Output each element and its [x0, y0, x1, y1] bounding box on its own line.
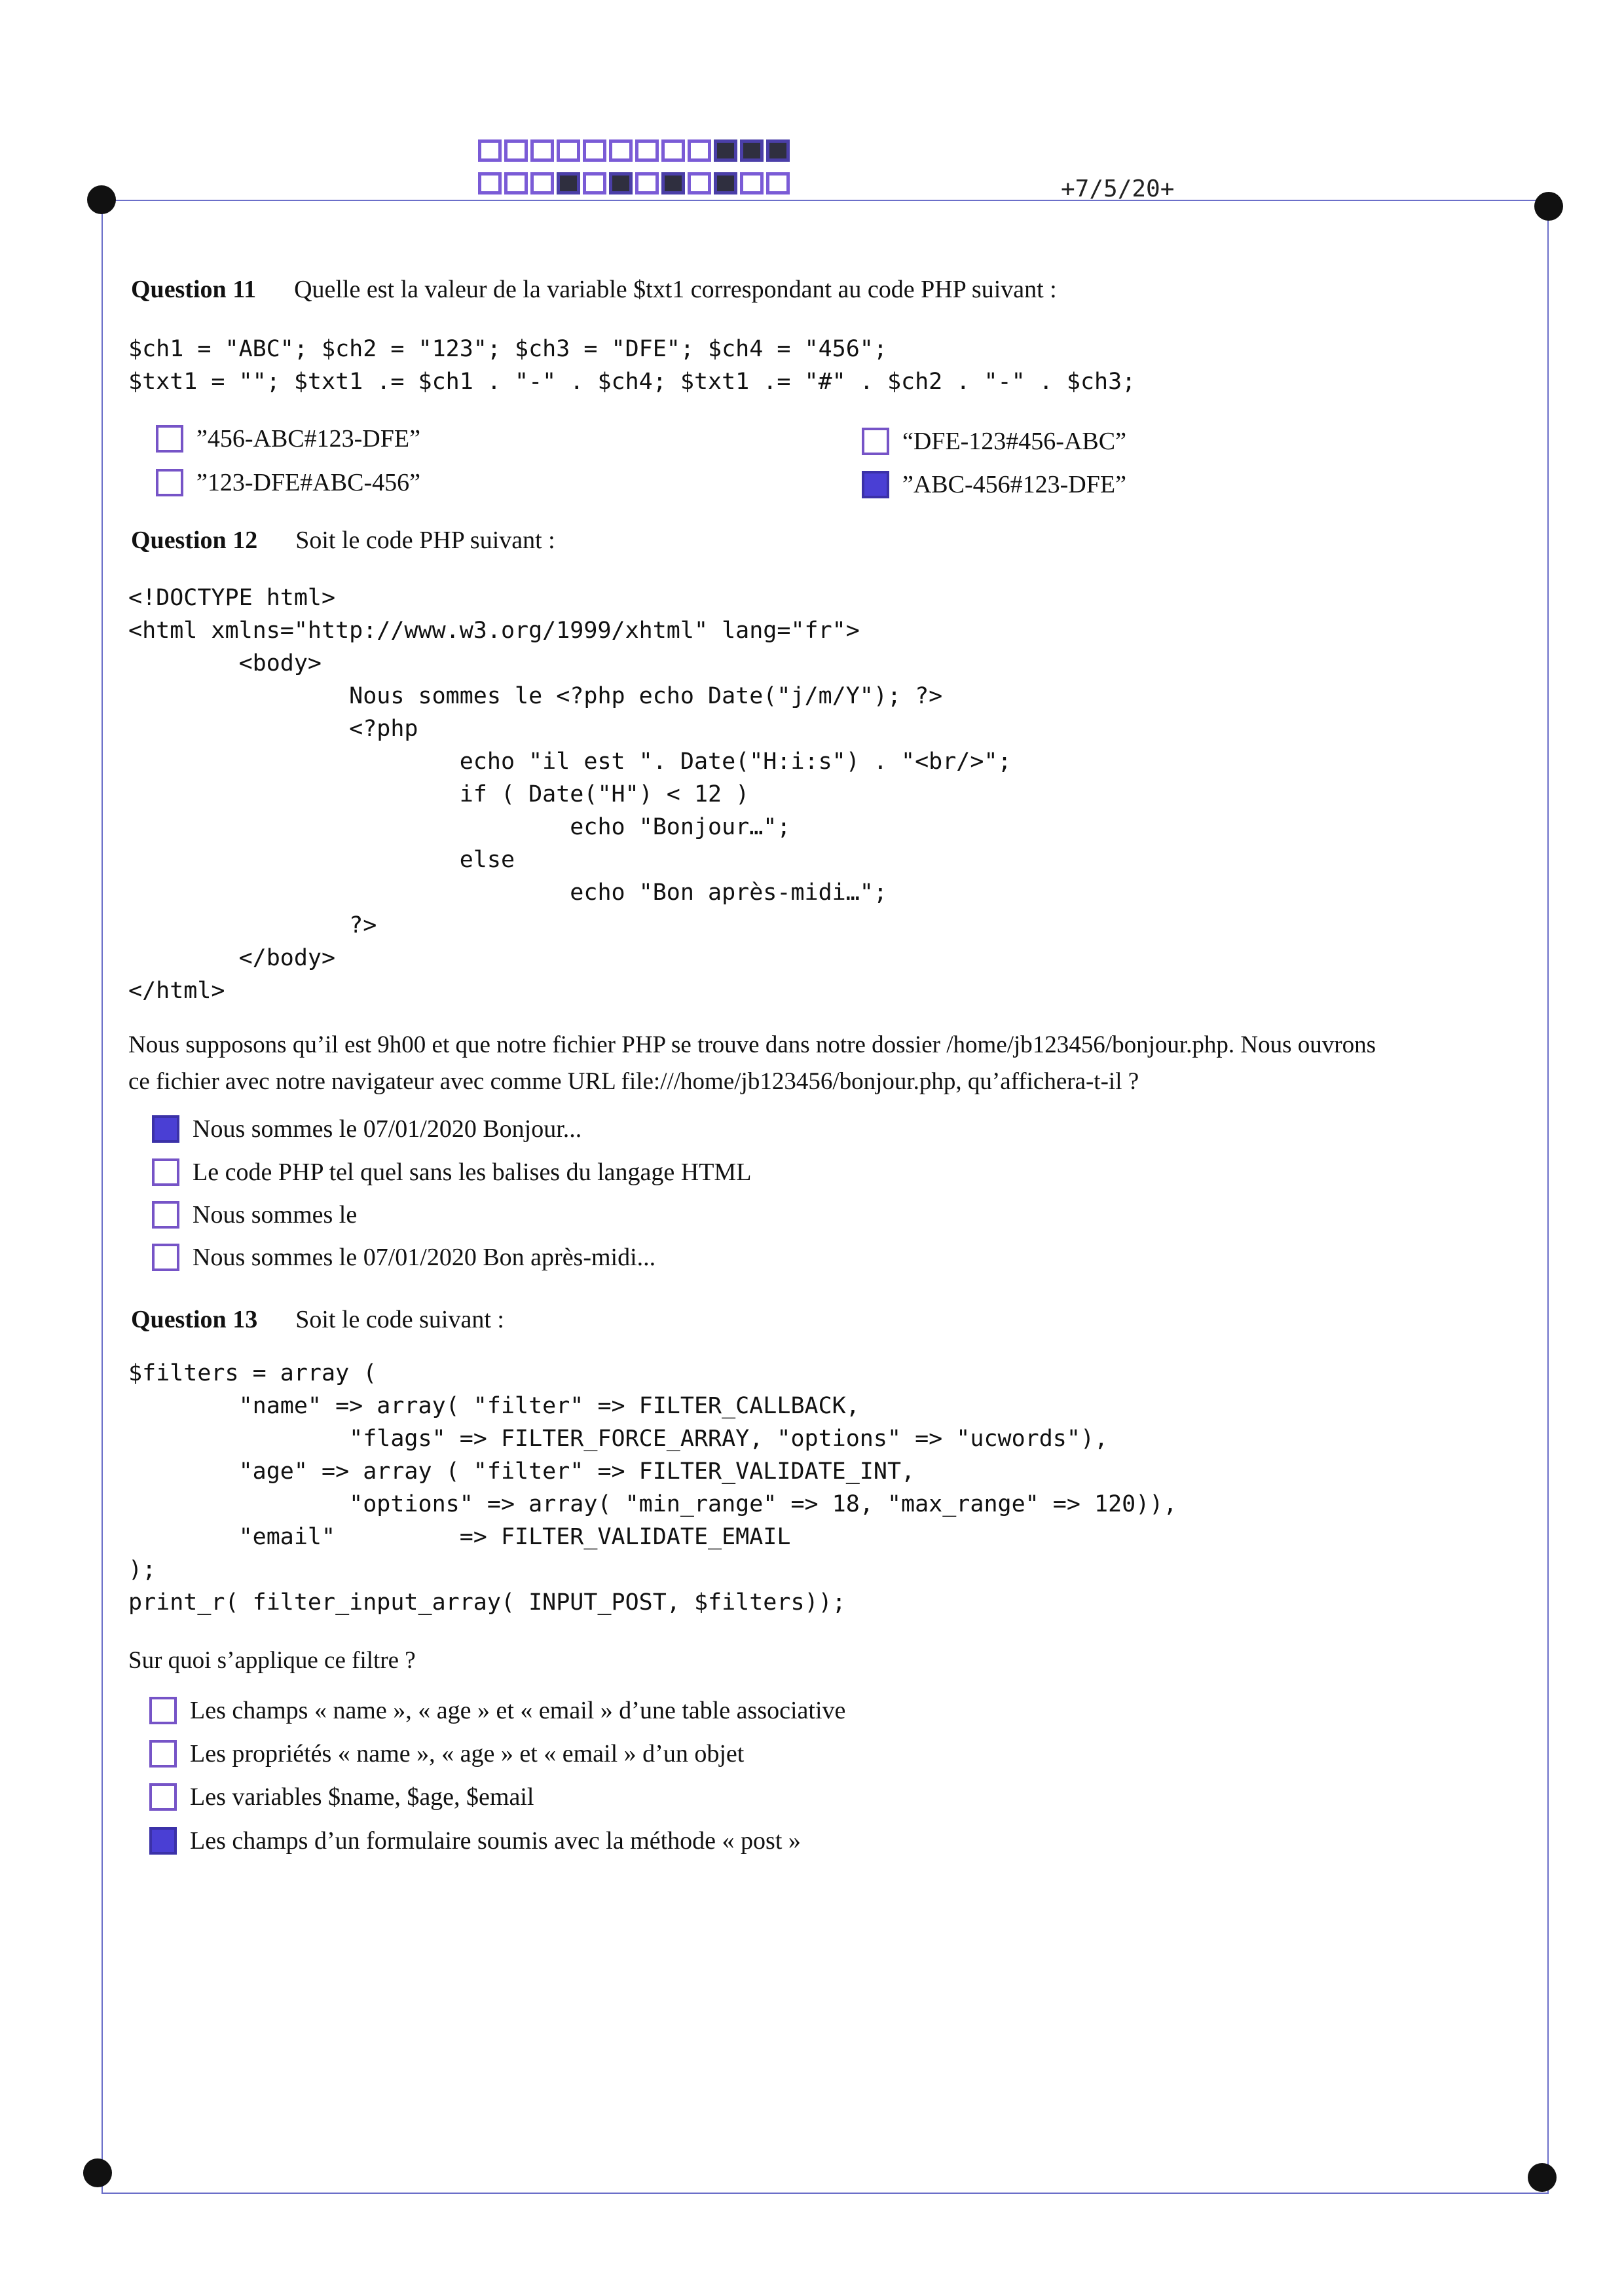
- barcode-cell: [557, 139, 580, 162]
- barcode-cell: [583, 139, 606, 162]
- barcode-cell: [766, 139, 790, 162]
- q13-option-3[interactable]: [149, 1783, 534, 1811]
- checkbox-checked[interactable]: [862, 471, 889, 498]
- question-prompt: Quelle est la valeur de la variable $txt1 correspondant au code PHP suivant :: [294, 276, 1057, 303]
- option-label: “DFE-123#456-ABC”: [902, 428, 1126, 455]
- question-prompt: Soit le code suivant :: [295, 1306, 504, 1333]
- q13-option-2[interactable]: [149, 1739, 744, 1768]
- barcode-cell: [530, 172, 554, 194]
- barcode-cell: [766, 172, 790, 194]
- option-label: Les propriétés « name », « age » et « email » d’un objet: [190, 1740, 745, 1768]
- q13-question: Sur quoi s’applique ce filtre ?: [128, 1647, 416, 1674]
- barcode-cell: [635, 139, 659, 162]
- option-label: ”ABC-456#123-DFE”: [902, 471, 1126, 498]
- barcode-cell: [661, 139, 685, 162]
- barcode-row-top: [478, 139, 790, 162]
- question-number: Question 13: [131, 1306, 258, 1333]
- barcode-cell: [478, 172, 502, 194]
- checkbox[interactable]: [152, 1244, 179, 1271]
- q12-option-1[interactable]: [152, 1115, 581, 1143]
- checkbox[interactable]: [152, 1158, 179, 1186]
- q13-option-1[interactable]: [149, 1696, 845, 1725]
- q11-option-2[interactable]: [862, 427, 1126, 456]
- registration-mark-bottom-left: [83, 2158, 112, 2187]
- checkbox[interactable]: [862, 428, 889, 455]
- barcode-cell: [609, 172, 633, 194]
- registration-mark-bottom-right: [1528, 2163, 1557, 2192]
- barcode-cell: [583, 172, 606, 194]
- code-block-q13: $filters = array ( "name" => array( "filter" => FILTER_CALLBACK, "flags" => FILTER_FORCE_ARRAY, "options" => "ucwords"), "age" => array ( "filter" => FILTER_VALIDATE_INT, "options" => array( "min_range" => 18, "max_range" => 120)), "email" => FILTER_VALIDATE_EMAIL ); print_r( filter_input_array( INPUT_POST, $filters));: [128, 1360, 1177, 1616]
- barcode-cell: [557, 172, 580, 194]
- q11-option-4[interactable]: [862, 470, 1126, 499]
- question-number: Question 11: [131, 276, 257, 303]
- barcode-row-bottom: [478, 172, 790, 194]
- option-label: Les champs « name », « age » et « email » d’une table associative: [190, 1697, 846, 1724]
- barcode-cell: [635, 172, 659, 194]
- barcode-cell: [478, 139, 502, 162]
- page-frame: [101, 200, 1549, 2194]
- registration-mark-top-left: [87, 185, 116, 214]
- checkbox[interactable]: [152, 1201, 179, 1229]
- barcode-cell: [504, 172, 528, 194]
- question-number: Question 12: [131, 527, 258, 554]
- barcode-cell: [714, 139, 737, 162]
- q11-option-1[interactable]: [156, 424, 420, 453]
- option-label: Nous sommes le 07/01/2020 Bon après-midi...: [193, 1244, 656, 1271]
- option-label: ”456-ABC#123-DFE”: [196, 425, 420, 453]
- code-block-q11: $ch1 = "ABC"; $ch2 = "123"; $ch3 = "DFE"; $ch4 = "456"; $txt1 = ""; $txt1 .= $ch1 . "-" . $ch4; $txt1 .= "#" . $ch2 . "-" . $ch3;: [128, 336, 1136, 395]
- checkbox[interactable]: [149, 1783, 177, 1811]
- option-label: Les variables $name, $age, $email: [190, 1783, 534, 1811]
- q12-context-line-1: Nous supposons qu’il est 9h00 et que notre fichier PHP se trouve dans notre dossier /home/jb123456/bonjour.php. Nous ouvrons: [128, 1031, 1376, 1058]
- barcode-cell: [688, 172, 711, 194]
- checkbox-checked[interactable]: [149, 1827, 177, 1855]
- barcode-cell: [740, 139, 764, 162]
- code-block-q12: <!DOCTYPE html> <html xmlns="http://www.w3.org/1999/xhtml" lang="fr"> <body> Nous sommes le <?php echo Date("j/m/Y"); ?> <?php echo "il est ". Date("H:i:s") . "<br/>"; if ( Date("H") < 12 ) echo "Bonjour…"; else echo "Bon après-midi…"; ?> </body> </html>: [128, 585, 1012, 1004]
- option-label: Nous sommes le 07/01/2020 Bonjour...: [193, 1115, 582, 1143]
- checkbox-checked[interactable]: [152, 1115, 179, 1143]
- q12-option-2[interactable]: [152, 1158, 751, 1187]
- checkbox[interactable]: [149, 1740, 177, 1768]
- barcode-cell: [740, 172, 764, 194]
- registration-mark-top-right: [1534, 192, 1563, 221]
- q12-context-line-2: ce fichier avec notre navigateur avec comme URL file:///home/jb123456/bonjour.php, qu’affichera-t-il ?: [128, 1068, 1139, 1095]
- question-11-header: [131, 275, 1057, 304]
- checkbox[interactable]: [149, 1697, 177, 1724]
- question-13-header: [131, 1305, 504, 1334]
- option-label: ”123-DFE#ABC-456”: [196, 469, 420, 496]
- barcode-cell: [688, 139, 711, 162]
- q13-option-4[interactable]: [149, 1826, 801, 1855]
- question-prompt: Soit le code PHP suivant :: [295, 527, 555, 554]
- option-label: Nous sommes le: [193, 1201, 358, 1229]
- option-label: Le code PHP tel quel sans les balises du langage HTML: [193, 1158, 752, 1186]
- option-label: Les champs d’un formulaire soumis avec la méthode « post »: [190, 1827, 801, 1855]
- barcode-cell: [530, 139, 554, 162]
- barcode-cell: [609, 139, 633, 162]
- q12-option-4[interactable]: [152, 1243, 655, 1272]
- q11-option-3[interactable]: [156, 468, 420, 497]
- checkbox[interactable]: [156, 425, 183, 453]
- q12-option-3[interactable]: [152, 1200, 357, 1229]
- barcode-cell: [661, 172, 685, 194]
- question-12-header: [131, 526, 555, 555]
- barcode-cell: [714, 172, 737, 194]
- page-id: +7/5/20+: [1061, 176, 1175, 202]
- barcode-cell: [504, 139, 528, 162]
- checkbox[interactable]: [156, 469, 183, 496]
